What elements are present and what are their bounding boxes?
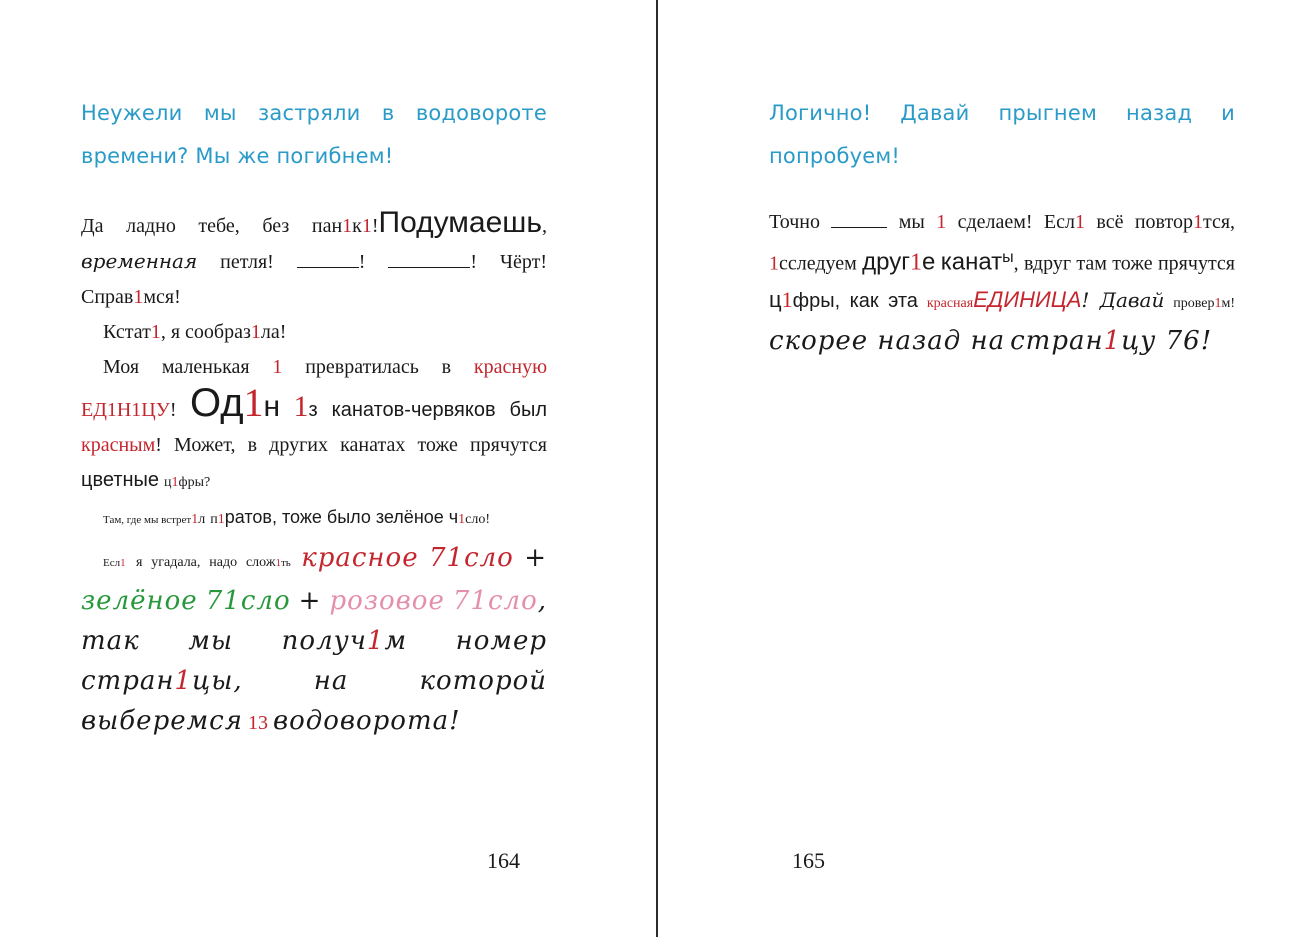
tiny-text: Там, где мы встрет <box>103 514 192 526</box>
red-digit: 13 <box>247 712 268 734</box>
red-digit: 1 <box>936 211 947 233</box>
text-run: петля! <box>220 251 274 273</box>
text-run: , я сообраз <box>160 321 251 343</box>
red-digit: 1 <box>342 215 353 237</box>
left-paragraph-3 <box>81 350 547 500</box>
left-heading: Неужели мы застряли в водовороте времени? Мы же погибнем! <box>81 101 547 168</box>
red-digit: 1 <box>243 380 264 425</box>
small-text: я угадала, надо слож <box>135 555 276 570</box>
tiny-text: Есл <box>103 557 121 569</box>
script-text: скорее назад на <box>769 325 1006 356</box>
right-body <box>769 205 1235 361</box>
left-paragraph-1 <box>81 205 547 315</box>
fill-blank <box>297 249 359 268</box>
red-small-word: красная <box>926 295 974 311</box>
script-text: , так мы получ <box>81 586 548 656</box>
red-digit: 1 <box>150 321 161 343</box>
right-paragraph-1 <box>769 205 1235 361</box>
right-page <box>658 0 1314 937</box>
red-digit: 1 <box>1192 211 1203 233</box>
large-word: н <box>263 390 281 423</box>
text-run: з канатов-червяков был <box>308 399 548 421</box>
pink-phrase: розовое <box>329 586 445 616</box>
red-digit: 1 <box>458 512 466 527</box>
fill-blank <box>388 249 470 268</box>
text-run: Моя маленькая <box>103 356 250 378</box>
red-phrase: красное <box>301 543 419 573</box>
red-digit: 1 <box>781 286 793 312</box>
page-number: 164 <box>487 848 520 873</box>
large-word: е <box>921 248 936 276</box>
red-digit: 1 <box>133 286 144 308</box>
small-text: л <box>198 512 206 527</box>
script-text: м номер стран <box>81 626 548 696</box>
text-run: , <box>542 215 547 237</box>
red-digit: 1 <box>250 321 261 343</box>
text-run: сделаем! Есл <box>957 211 1075 233</box>
small-text: ц <box>164 475 172 490</box>
large-word: ц <box>769 286 782 312</box>
red-word: ЕДИНИЦА <box>973 286 1082 312</box>
text-run: Справ <box>81 286 134 308</box>
italic-word: временная <box>81 249 198 273</box>
text-run: Точно <box>769 211 820 233</box>
large-word: канат <box>940 248 1003 276</box>
script-text: цу 76! <box>1121 325 1213 356</box>
large-word: Подумаешь <box>378 206 542 239</box>
left-paragraph-5 <box>81 538 547 741</box>
red-word: красную <box>473 356 548 378</box>
red-digit: 1 <box>361 215 372 237</box>
text-run: ! <box>169 399 177 421</box>
text-run: Да ладно тебе, без пан <box>81 215 343 237</box>
text-run: ла! <box>260 321 287 343</box>
superscript-letter: ы <box>1002 249 1014 266</box>
red-digit: 1 <box>1103 325 1122 356</box>
script-text: стран <box>1010 325 1104 356</box>
green-phrase: зелёное <box>81 586 198 616</box>
text-run: Чёрт! <box>499 251 547 273</box>
fill-blank <box>831 209 887 228</box>
plus-sign: + <box>298 586 322 616</box>
text-run: к <box>352 215 362 237</box>
red-digit: 1 <box>275 557 281 569</box>
text-run: ратов, тоже было зелёное ч <box>224 507 459 527</box>
red-word: ЕД1Н1ЦУ <box>81 399 170 421</box>
red-digit: 1 <box>909 249 922 276</box>
text-run: мы <box>898 211 925 233</box>
right-heading: Логично! Давай прыгнем назад и попробуем! <box>769 101 1235 168</box>
text-run: сследуем <box>779 252 857 275</box>
red-digit: 1 <box>1214 295 1222 311</box>
text-run: ! <box>470 251 478 273</box>
text-run: , вдруг там тоже прячутся <box>1013 252 1236 275</box>
large-word: друг <box>862 248 910 276</box>
green-phrase: 71сло <box>205 586 291 616</box>
small-text: м! <box>1221 295 1236 311</box>
left-body <box>81 205 547 741</box>
red-digit: 1 <box>171 475 179 490</box>
red-digit: 1 <box>174 666 193 696</box>
left-paragraph-4 <box>81 500 547 538</box>
red-digit: 1 <box>217 512 225 527</box>
text-run: ! <box>358 251 366 273</box>
red-digit: 1 <box>366 626 385 656</box>
text-run: всё повтор <box>1096 211 1193 233</box>
text-run: Кстат <box>103 321 151 343</box>
small-text: сло! <box>465 512 491 527</box>
text-run: цветные <box>81 469 160 491</box>
text-run: фры, как эта <box>792 289 918 312</box>
red-digit: 1 <box>1075 211 1085 233</box>
small-text: п <box>210 512 218 527</box>
red-digit: 1 <box>120 557 126 569</box>
text-run: ! Давай <box>1081 287 1165 312</box>
plus-sign: + <box>524 543 548 573</box>
huge-word: Од <box>189 381 244 425</box>
page-number: 165 <box>792 848 825 873</box>
red-digit: 1 <box>272 356 283 378</box>
small-text: фры? <box>178 475 211 490</box>
text-run: мся! <box>143 286 181 308</box>
text-run: тся, <box>1202 211 1236 233</box>
script-text: цы, на которой выберемся <box>81 666 547 736</box>
left-paragraph-2 <box>81 315 547 350</box>
red-word: красным <box>81 434 156 456</box>
text-run: ! <box>371 215 379 237</box>
red-digit: 1 <box>293 390 309 423</box>
small-text: провер <box>1173 295 1215 311</box>
script-text: водоворота! <box>272 706 461 736</box>
red-digit: 1 <box>769 252 779 275</box>
text-run: ! Может, в других канатах тоже прячутся <box>155 434 547 456</box>
red-digit: 1 <box>191 512 199 527</box>
red-phrase: 71сло <box>428 543 514 573</box>
text-run: превратилась в <box>305 356 452 378</box>
tiny-text: ть <box>281 557 291 569</box>
pink-phrase: 71сло <box>452 586 538 616</box>
